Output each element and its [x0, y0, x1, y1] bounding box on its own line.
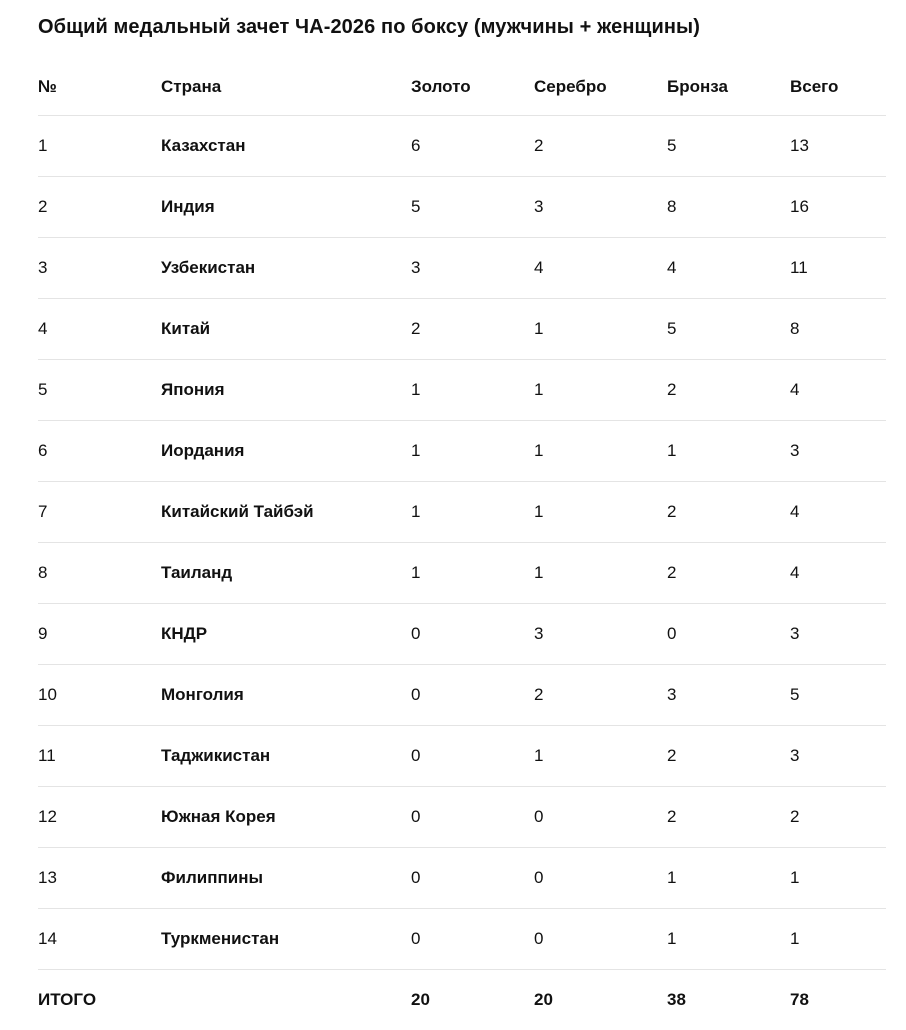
table-row: [38, 298, 886, 359]
total-cell: 2: [790, 786, 886, 847]
table-header-row: [38, 60, 886, 115]
total-cell: 5: [790, 664, 886, 725]
country-cell: Индия: [161, 176, 411, 237]
country-cell: Иордания: [161, 420, 411, 481]
silver-cell: 0: [534, 847, 667, 908]
gold-cell: 3: [411, 237, 534, 298]
country-cell: Южная Корея: [161, 786, 411, 847]
table-row: [38, 725, 886, 786]
rank-cell: 4: [38, 298, 161, 359]
country-cell: Таиланд: [161, 542, 411, 603]
rank-cell: 3: [38, 237, 161, 298]
column-header-total: Всего: [790, 60, 886, 115]
bronze-cell: 2: [667, 481, 790, 542]
totals-row: [38, 969, 886, 1030]
table-row: [38, 237, 886, 298]
total-cell: 11: [790, 237, 886, 298]
total-cell: 4: [790, 481, 886, 542]
table-row: [38, 176, 886, 237]
rank-cell: 2: [38, 176, 161, 237]
silver-cell: 1: [534, 298, 667, 359]
total-cell: 16: [790, 176, 886, 237]
rank-cell: 9: [38, 603, 161, 664]
total-cell: 3: [790, 420, 886, 481]
table-row: [38, 786, 886, 847]
rank-cell: 12: [38, 786, 161, 847]
column-header-country: Страна: [161, 60, 411, 115]
bronze-cell: 0: [667, 603, 790, 664]
rank-cell: 13: [38, 847, 161, 908]
bronze-cell: 1: [667, 847, 790, 908]
silver-cell: 2: [534, 115, 667, 176]
total-cell: 1: [790, 908, 886, 969]
country-cell: Монголия: [161, 664, 411, 725]
page-title: Общий медальный зачет ЧА-2026 по боксу (мужчины + женщины): [38, 16, 700, 38]
country-cell: Таджикистан: [161, 725, 411, 786]
gold-cell: 0: [411, 786, 534, 847]
gold-cell: 1: [411, 542, 534, 603]
column-header-bronze: Бронза: [667, 60, 790, 115]
silver-cell: 0: [534, 908, 667, 969]
totals-label: ИТОГО: [38, 989, 97, 1009]
gold-cell: 1: [411, 420, 534, 481]
table-row: [38, 359, 886, 420]
bronze-cell: 2: [667, 359, 790, 420]
country-cell: Казахстан: [161, 115, 411, 176]
total-cell: 1: [790, 847, 886, 908]
bronze-cell: 1: [667, 908, 790, 969]
bronze-cell: 5: [667, 115, 790, 176]
gold-cell: 0: [411, 603, 534, 664]
country-cell: Япония: [161, 359, 411, 420]
silver-cell: 1: [534, 725, 667, 786]
rank-cell: 10: [38, 664, 161, 725]
total-cell: 3: [790, 603, 886, 664]
gold-cell: 2: [411, 298, 534, 359]
table-row: [38, 542, 886, 603]
column-header-silver: Серебро: [534, 60, 667, 115]
rank-cell: 7: [38, 481, 161, 542]
silver-cell: 3: [534, 603, 667, 664]
bronze-cell: 8: [667, 176, 790, 237]
table-row: [38, 420, 886, 481]
rank-cell: 8: [38, 542, 161, 603]
bronze-cell: 2: [667, 725, 790, 786]
country-cell: Туркменистан: [161, 908, 411, 969]
bronze-cell: 5: [667, 298, 790, 359]
silver-cell: 1: [534, 359, 667, 420]
total-cell: 8: [790, 298, 886, 359]
gold-cell: 1: [411, 359, 534, 420]
gold-cell: 5: [411, 176, 534, 237]
totals-gold-cell: 20: [411, 989, 430, 1009]
rank-cell: 1: [38, 115, 161, 176]
silver-cell: 3: [534, 176, 667, 237]
total-cell: 3: [790, 725, 886, 786]
column-header-gold: Золото: [411, 60, 534, 115]
medal-table: [38, 60, 886, 1030]
silver-cell: 4: [534, 237, 667, 298]
bronze-cell: 3: [667, 664, 790, 725]
rank-cell: 6: [38, 420, 161, 481]
table-row: [38, 603, 886, 664]
table-row: [38, 481, 886, 542]
totals-bronze-cell: 38: [667, 989, 686, 1009]
bronze-cell: 2: [667, 542, 790, 603]
total-cell: 13: [790, 115, 886, 176]
table-row: [38, 115, 886, 176]
bronze-cell: 1: [667, 420, 790, 481]
silver-cell: 0: [534, 786, 667, 847]
country-cell: Узбекистан: [161, 237, 411, 298]
column-header-rank: №: [38, 60, 161, 115]
total-cell: 4: [790, 542, 886, 603]
country-cell: Филиппины: [161, 847, 411, 908]
country-cell: КНДР: [161, 603, 411, 664]
gold-cell: 0: [411, 664, 534, 725]
gold-cell: 1: [411, 481, 534, 542]
rank-cell: 5: [38, 359, 161, 420]
totals-total-cell: 78: [790, 989, 809, 1009]
bronze-cell: 4: [667, 237, 790, 298]
table-row: [38, 847, 886, 908]
table-row: [38, 664, 886, 725]
silver-cell: 2: [534, 664, 667, 725]
silver-cell: 1: [534, 420, 667, 481]
gold-cell: 0: [411, 908, 534, 969]
country-cell: Китай: [161, 298, 411, 359]
silver-cell: 1: [534, 542, 667, 603]
silver-cell: 1: [534, 481, 667, 542]
gold-cell: 0: [411, 847, 534, 908]
table-row: [38, 908, 886, 969]
gold-cell: 0: [411, 725, 534, 786]
rank-cell: 14: [38, 908, 161, 969]
country-cell: Китайский Тайбэй: [161, 481, 411, 542]
gold-cell: 6: [411, 115, 534, 176]
rank-cell: 11: [38, 725, 161, 786]
bronze-cell: 2: [667, 786, 790, 847]
totals-silver-cell: 20: [534, 989, 553, 1009]
total-cell: 4: [790, 359, 886, 420]
